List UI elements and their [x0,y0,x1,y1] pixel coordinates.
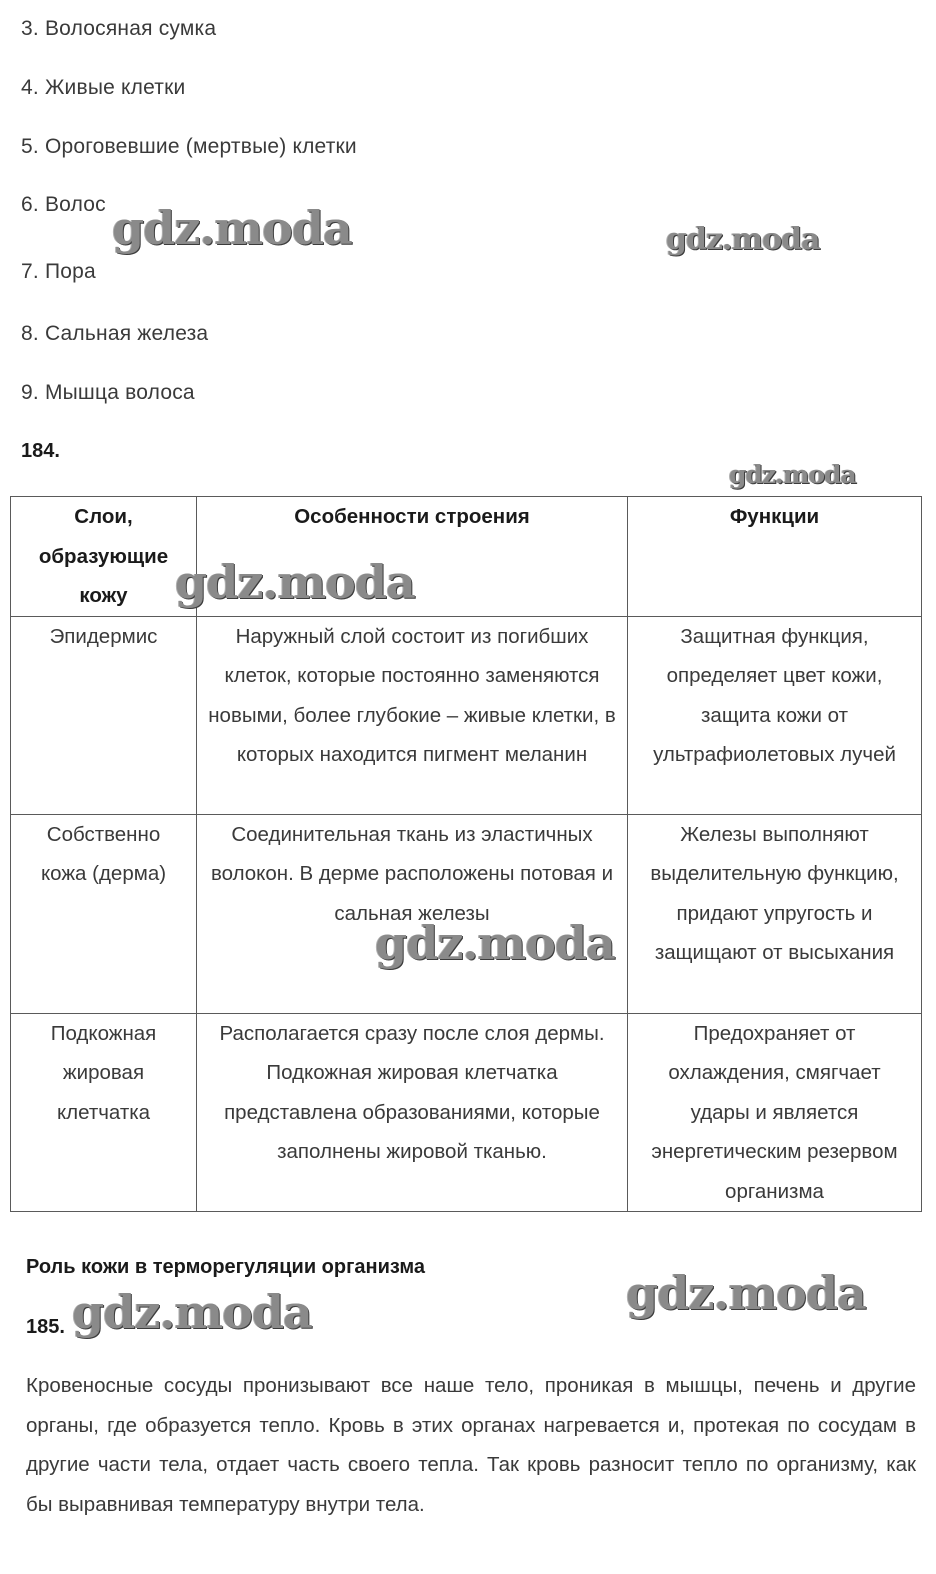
watermark-logo: gdz.moda [375,916,615,970]
table-header-row [11,497,922,617]
list-item-5: 5. Ороговевшие (мертвые) клетки [21,135,357,158]
table-row [11,1013,922,1212]
cell-structure: Соединительная ткань из эластичных волокон. В дерме расположены потовая и сальная железы [197,814,628,1013]
watermark-logo: gdz.moda [729,460,856,489]
cell-layer: Эпидермис [11,616,197,814]
cell-functions: Предохраняет от охлаждения, смягчает удары и является энергетическим резервом организма [628,1013,922,1212]
header-structure: Особенности строения [197,497,628,617]
watermark-logo: gdz.moda [666,222,820,257]
cell-functions: Железы выполняют выделительную функцию, придают упругость и защищают от высыхания [628,814,922,1013]
header-functions: Функции [628,497,922,617]
task-185-text: Кровеносные сосуды пронизывают все наше тело, проникая в мышцы, печень и другие органы, где образуется тепло. Кровь в этих органах нагревается и, протекая по сосудам в другие части тела, отдает часть своего тепла. Так кровь разносит тепло по организму, как бы выравнивая температуру внутри тела. [26,1374,916,1516]
table-row [11,814,922,1013]
cell-structure: Наружный слой состоит из погибших клеток, которые постоянно заменяются новыми, более глубокие – живые клетки, в которых находится пигмент меланин [197,616,628,814]
list-item-4: 4. Живые клетки [21,76,186,99]
task-number-184: 184. [21,440,60,462]
skin-layers-table [10,496,922,1212]
list-item-6: 6. Волос [21,193,106,216]
table-row [11,616,922,814]
cell-layer: Подкожная жировая клетчатка [11,1013,197,1212]
list-item-3: 3. Волосяная сумка [21,17,217,40]
section-heading: Роль кожи в терморегуляции организма [26,1256,426,1278]
task-number-185: 185. [26,1316,65,1338]
cell-functions: Защитная функция, определяет цвет кожи, защита кожи от ультрафиолетовых лучей [628,616,922,814]
watermark-logo: gdz.moda [175,555,415,609]
watermark-logo: gdz.moda [72,1285,312,1339]
list-item-8: 8. Сальная железа [21,322,209,345]
cell-structure: Располагается сразу после слоя дермы. Подкожная жировая клетчатка представлена образованиями, которые заполнены жировой тканью. [197,1013,628,1212]
watermark-logo: gdz.moda [112,201,352,255]
watermark-logo: gdz.moda [626,1266,866,1320]
list-item-7: 7. Пора [21,260,96,283]
list-item-9: 9. Мышца волоса [21,381,195,404]
header-layers: Слои, образующие кожу [11,497,197,617]
cell-layer: Собственно кожа (дерма) [11,814,197,1013]
